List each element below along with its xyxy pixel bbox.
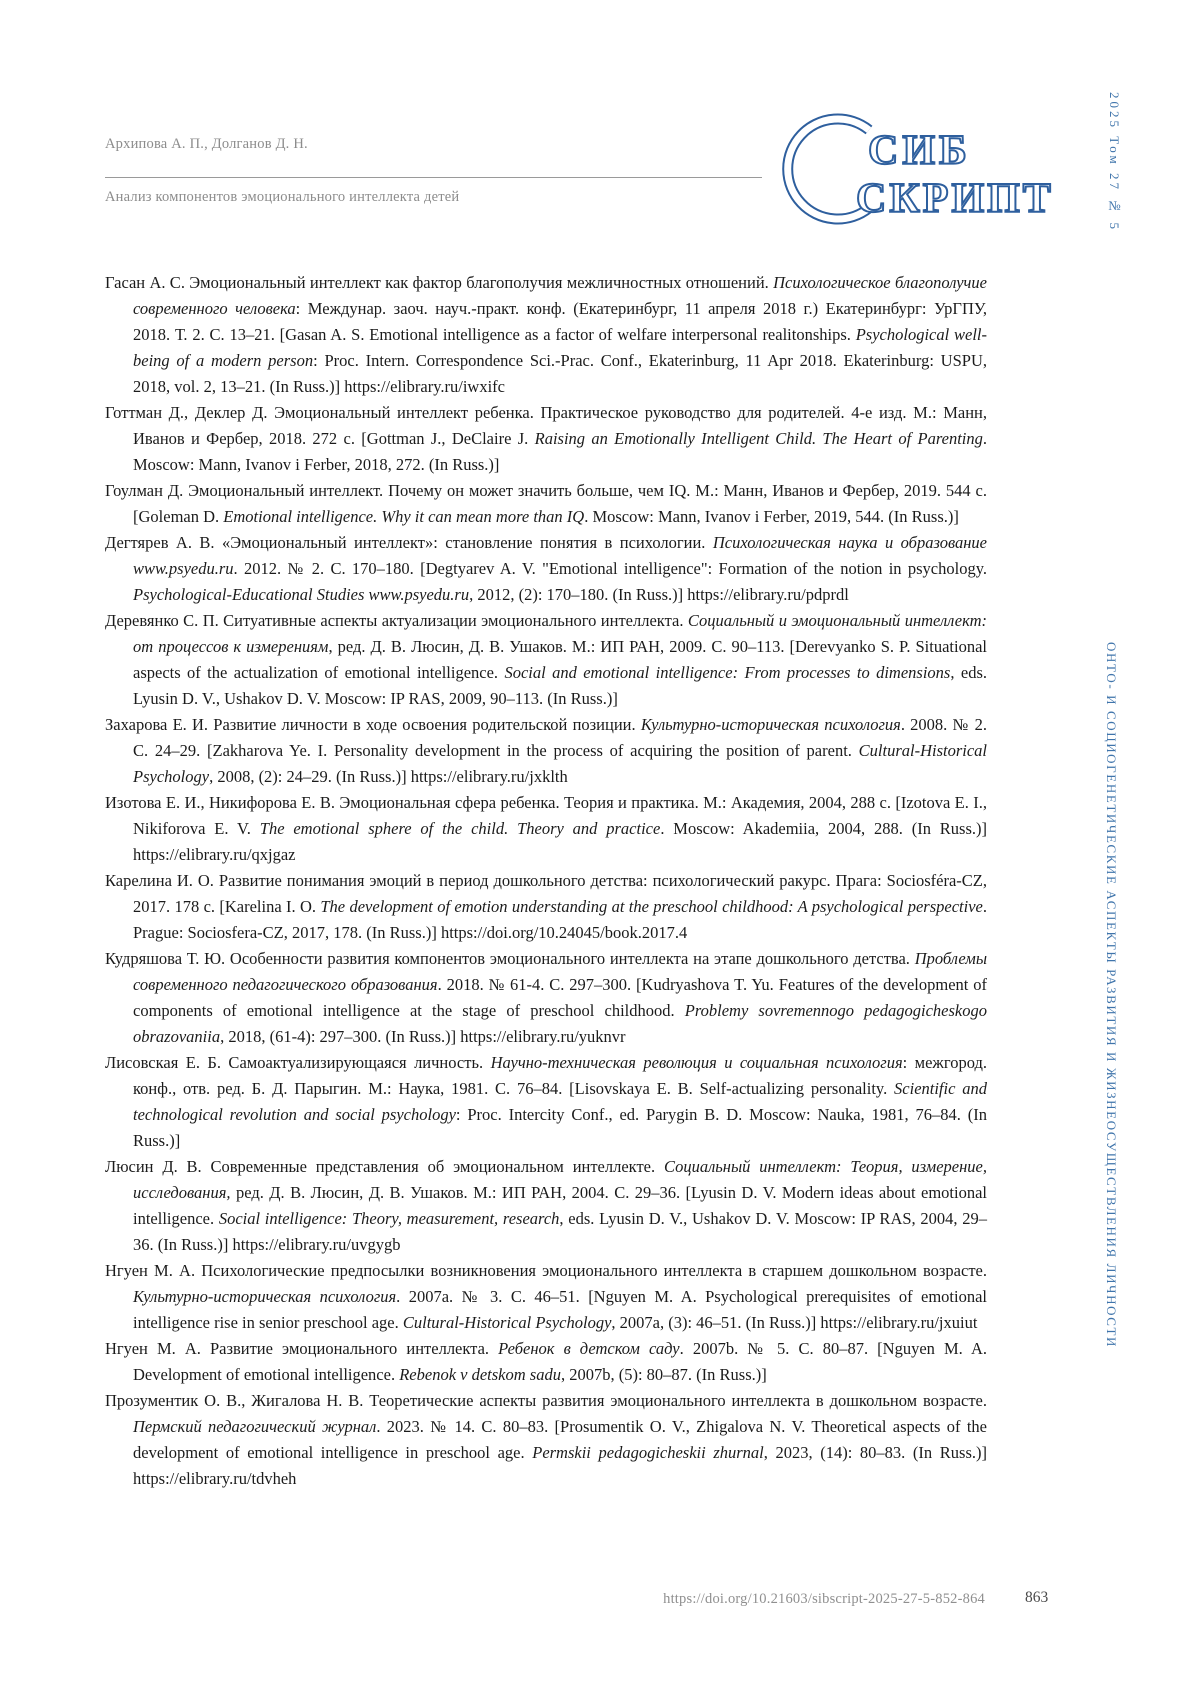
reference-text: Нгуен М. А. Развитие эмоционального интеллекта. [105,1339,499,1358]
reference-source-title: Научно-техническая революция и социальная психология [490,1053,903,1072]
running-author: Архипова А. П., Долганов Д. Н. [105,136,308,152]
reference-source-title: Permskii pedagogicheskii zhurnal [532,1443,764,1462]
reference-item [105,530,987,608]
reference-text: , 2007b, (5): 80–87. (In Russ.)] [560,1365,767,1384]
reference-item [105,1050,987,1154]
reference-source-title: Cultural-Historical Psychology [402,1313,612,1332]
reference-source-title: The emotional sphere of the child. Theory and practice [259,819,661,838]
reference-text: Карелина И. О. Развитие понимания эмоций в период дошкольного детства: психологический ракурс. Прага: Sociosféra-CZ, 2017. 178 с. [Karelina I. O. [105,871,987,916]
reference-source-title: Emotional intelligence. Why it can mean more than IQ [223,507,585,526]
reference-text: Захарова Е. И. Развитие личности в ходе освоения родительской позиции. [105,715,641,734]
reference-item [105,270,987,400]
reference-source-title: Проблемы современного педагогического образования [133,949,987,994]
reference-source-title: Psychological-Educational Studies www.psyedu.ru [133,585,470,604]
reference-source-title: Пермский педагогический журнал [133,1417,377,1436]
reference-text: , ред. Д. В. Люсин, Д. В. Ушаков. М.: ИП РАН, 2009. С. 90–113. [Derevyanko S. P. Situational aspects of the actualization of emotional intelligence. [133,637,988,682]
reference-text: . 2023. № 14. С. 80–83. [Prosumentik O. V., Zhigalova N. V. Theoretical aspects of the development of emotional intelligence in preschool age. [133,1417,987,1462]
reference-text: . Moscow: Mann, Ivanov i Ferber, 2018, 272. (In Russ.)] [133,429,987,474]
reference-item [105,478,987,530]
volume-issue-label: 2025 Том 27 № 5 [1107,92,1122,232]
reference-text: . 2008. № 2. С. 24–29. [Zakharova Ye. I. Personality development in the process of acquiring the position of parent. [133,715,987,760]
header-divider [105,177,762,178]
reference-item [105,608,987,712]
section-title-vertical: ОНТО- И СОЦИОГЕНЕТИЧЕСКИЕ АСПЕКТЫ РАЗВИТИЯ И ЖИЗНЕОСУЩЕСТВЛЕНИЯ ЛИЧНОСТИ [1104,642,1119,1349]
reference-text: Деревянко С. П. Ситуативные аспекты актуализации эмоционального интеллекта. [105,611,688,630]
reference-link[interactable]: https://elibrary.ru/yuknvr [460,1027,626,1046]
reference-text: ред. Д. В. Люсин, Д. В. Ушаков. М.: ИП РАН, 2004. С. 29–36. [Lyusin D. V. Modern ideas about emotional intelligence. [133,1183,987,1228]
reference-text: . Moscow: Mann, Ivanov i Ferber, 2019, 544. (In Russ.)] [584,507,959,526]
reference-text: , 2008, (2): 24–29. (In Russ.)] [209,767,411,786]
reference-link[interactable]: https://elibrary.ru/qxjgaz [133,845,296,864]
running-title: Анализ компонентов эмоционального интеллекта детей [105,189,460,205]
reference-text: . 2018. № 61-4. С. 297–300. [Kudryashova T. Yu. Features of the development of components of emotional intelligence at the stage of preschool childhood. [133,975,987,1020]
sibscript-logo [778,108,1054,230]
reference-text: , 2007a, (3): 46–51. (In Russ.)] [611,1313,821,1332]
logo-line1: СИБ [868,128,971,174]
reference-text: Дегтярев А. В. «Эмоциональный интеллект»: становление понятия в психологии. [105,533,713,552]
reference-text: Прозументик О. В., Жигалова Н. В. Теоретические аспекты развития эмоционального интеллекта в дошкольном возрасте. [105,1391,987,1410]
reference-text: , 2023, (14): 80–83. (In Russ.)] [763,1443,987,1462]
reference-source-title: Социальный интеллект: Теория, измерение, исследования, [133,1157,987,1202]
reference-item [105,712,987,790]
reference-source-title: Raising an Emotionally Intelligent Child. The Heart of Parenting [534,429,983,448]
reference-source-title: Problemy sovremennogo pedagogicheskogo obrazovaniia [133,1001,987,1046]
footer-doi-link[interactable]: https://doi.org/10.21603/sibscript-2025-27-5-852-864 [663,1591,985,1607]
reference-text: Гасан А. С. Эмоциональный интеллект как фактор благополучия межличностных отношений. [105,273,774,292]
reference-text: , 2018, (61-4): 297–300. (In Russ.)] [220,1027,461,1046]
reference-source-title: Культурно-историческая психология [133,1287,397,1306]
reference-text: : межгород. конф., отв. ред. Б. Д. Парыгин. М.: Наука, 1981. С. 76–84. [Lisovskaya E. B. Self-actualizing personality. [133,1053,987,1098]
reference-text: . 2007a. № 3. С. 46–51. [Nguyen M. A. Psychological prerequisites of emotional intelligence rise in senior preschool age. [133,1287,987,1332]
reference-source-title: Social and emotional intelligence: From processes to dimensions [504,663,951,682]
reference-text: Готтман Д., Деклер Д. Эмоциональный интеллект ребенка. Практическое руководство для родителей. 4-е изд. М.: Манн, Иванов и Фербер, 2018. 272 с. [Gottman J., DeClaire J. [105,403,987,448]
reference-link[interactable]: https://elibrary.ru/iwxifc [344,377,505,396]
reference-item [105,790,987,868]
reference-source-title: Rebenok v detskom sadu [399,1365,561,1384]
reference-source-title: Cultural-Historical Psychology [133,741,987,786]
reference-source-title: Культурно-историческая психология [640,715,901,734]
reference-link[interactable]: https://elibrary.ru/jxklth [410,767,568,786]
reference-text: . 2007b. № 5. С. 80–87. [Nguyen M. A. Development of emotional intelligence. [133,1339,987,1384]
reference-text: Лисовская Е. Б. Самоактуализирующаяся личность. [105,1053,491,1072]
logo-line2: СКРИПТ [856,176,1054,222]
reference-source-title: Психологическое благополучие современного человека [133,273,988,318]
reference-text: Люсин Д. В. Современные представления об эмоциональном интеллекте. [105,1157,664,1176]
reference-text: : Proc. Intern. Correspondence Sci.-Prac. Conf., Ekaterinburg, 11 Apr 2018. Ekaterinburg: USPU, 2018, vol. 2, 13–21. (In Russ.)] [133,351,987,396]
reference-item [105,946,987,1050]
reference-source-title: Ребенок в детском саду [498,1339,680,1358]
reference-link[interactable]: https://elibrary.ru/tdvheh [133,1469,297,1488]
references-list [105,270,987,1492]
reference-link[interactable]: https://elibrary.ru/jxuiut [820,1313,978,1332]
reference-text: : Междунар. заоч. науч.-практ. конф. (Екатеринбург, 11 апреля 2018 г.) Екатеринбург: УрГПУ, 2018. Т. 2. С. 13–21. [Gasan A. S. Emotional intelligence as a factor of welfare interpersonal realitonships. [133,299,988,344]
reference-source-title: Social intelligence: Theory, measurement, research [218,1209,560,1228]
reference-source-title: Scientific and technological revolution and social psychology [133,1079,987,1124]
reference-item [105,1388,987,1492]
reference-source-title: Psychological well-being of a modern person [133,325,988,370]
reference-source-title: The development of emotion understanding at the preschool childhood: A psychological perspective [320,897,983,916]
reference-text: Нгуен М. А. Психологические предпосылки возникновения эмоционального интеллекта в старшем дошкольном возрасте. [105,1261,987,1280]
reference-text: Изотова Е. И., Никифорова Е. В. Эмоциональная сфера ребенка. Теория и практика. М.: Академия, 2004, 288 с. [Izotova E. I., Nikiforova E. V. [105,793,987,838]
reference-text: Кудряшова Т. Ю. Особенности развития компонентов эмоционального интеллекта на этапе дошкольного детства. [105,949,915,968]
reference-text: , eds. Lyusin D. V., Ushakov D. V. Moscow: IP RAS, 2009, 90–113. (In Russ.)] [133,663,987,708]
reference-item [105,1258,987,1336]
reference-link[interactable]: https://elibrary.ru/uvgygb [232,1235,401,1254]
reference-link[interactable]: https://elibrary.ru/pdprdl [687,585,849,604]
reference-text: : Proc. Intercity Conf., ed. Parygin B. D. Moscow: Nauka, 1981, 76–84. (In Russ.)] [133,1105,988,1150]
reference-source-title: Психологическая наука и образование www.psyedu.ru [133,533,988,578]
reference-item [105,1154,987,1258]
reference-item [105,400,987,478]
reference-source-title: Социальный и эмоциональный интеллект: от процессов к измерениям [133,611,987,656]
reference-text: Гоулман Д. Эмоциональный интеллект. Почему он может значить больше, чем IQ. М.: Манн, Иванов и Фербер, 2019. 544 с. [Goleman D. [105,481,987,526]
page-number: 863 [1025,1589,1049,1606]
reference-text: , eds. Lyusin D. V., Ushakov D. V. Moscow: IP RAS, 2004, 29–36. (In Russ.)] [133,1209,987,1254]
reference-text: . 2012. № 2. С. 170–180. [Degtyarev A. V. "Emotional intelligence": Formation of the notion in psychology. [233,559,987,578]
reference-item [105,1336,987,1388]
reference-item [105,868,987,946]
reference-text: . Prague: Sociosfera-CZ, 2017, 178. (In Russ.)] [133,897,987,942]
reference-text: . Moscow: Akademiia, 2004, 288. (In Russ.)] [660,819,987,838]
reference-text: , 2012, (2): 170–180. (In Russ.)] [469,585,688,604]
reference-link[interactable]: https://doi.org/10.24045/book.2017.4 [440,923,688,942]
